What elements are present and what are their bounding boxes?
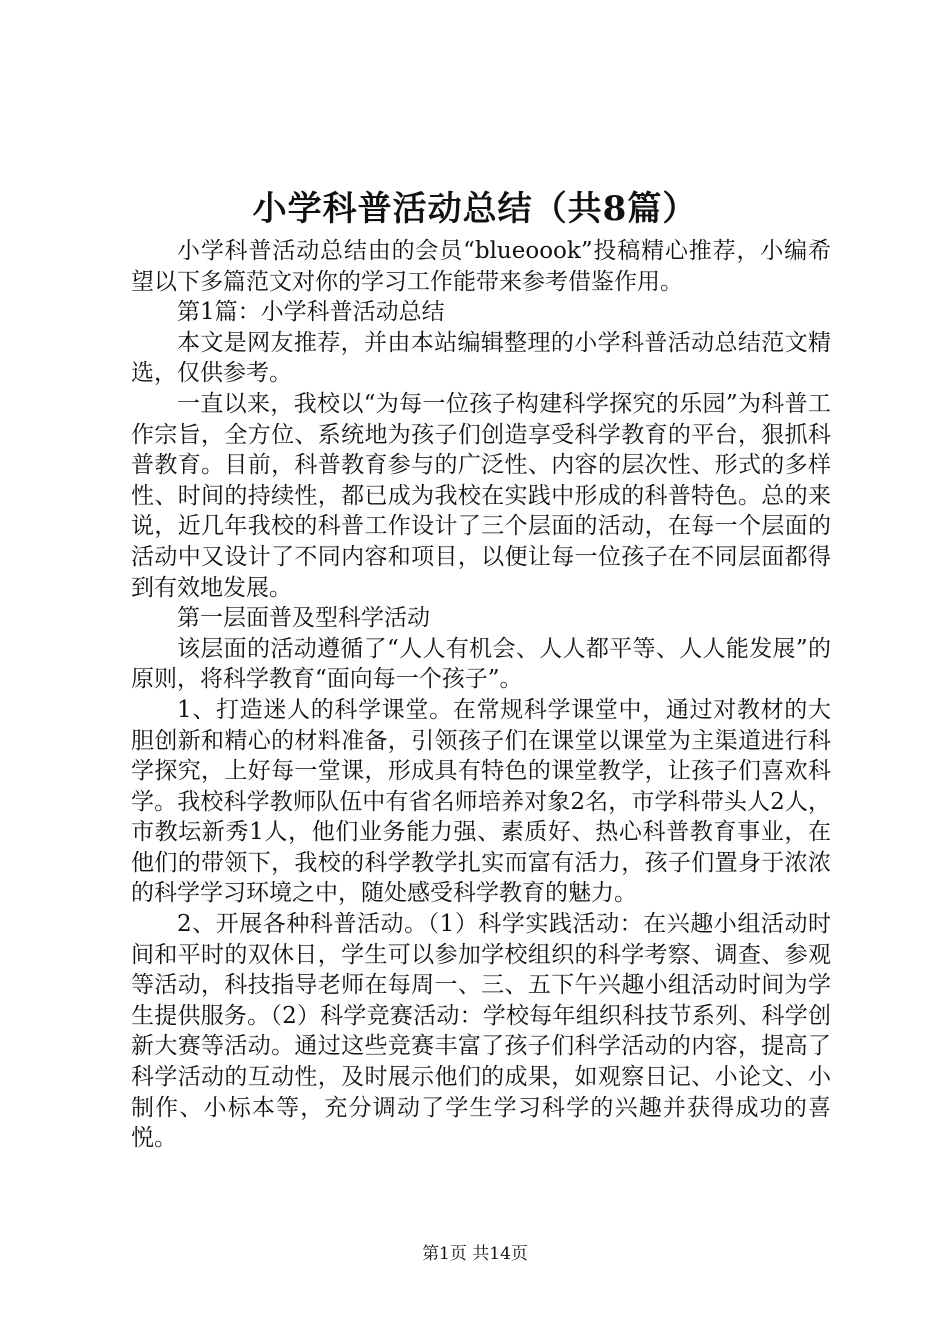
document-body (131, 236, 831, 1154)
body-paragraph: 2、开展各种科普活动。（1）科学实践活动：在兴趣小组活动时间和平时的双休日，学生可以参加学校组织的科学考察、调查、参观等活动，科技指导老师在每周一、三、五下午兴趣小组活动时间为学生提供服务。（2）科学竞赛活动：学校每年组织科技节系列、科学创新大赛等活动。通过这些竞赛丰富了孩子们科学活动的内容，提高了科学活动的互动性，及时展示他们的成果，如观察日记、小论文、小制作、小标本等，充分调动了学生学习科学的兴趣并获得成功的喜悦。 (131, 911, 831, 1152)
page-number-footer: 第1页 共14页 (422, 1244, 528, 1264)
subsection-heading: 第一层面普及型科学活动 (177, 605, 430, 632)
section-heading: 第1篇：小学科普活动总结 (177, 299, 445, 326)
body-paragraph: 一直以来，我校以“为每一位孩子构建科学探究的乐园”为科普工作宗旨，全方位、系统地为孩子们创造享受科学教育的平台，狠抓科普教育。目前，科普教育参与的广泛性、内容的层次性、形式的多样性、时间的持续性，都已成为我校在实践中形成的科普特色。总的来说，近几年我校的科普工作设计了三个层面的活动，在每一个层面的活动中又设计了不同内容和项目，以便让每一位孩子在不同层面都得到有效地发展。 (131, 390, 831, 601)
document-title: 小学科普活动总结（共8篇） (252, 189, 698, 229)
body-paragraph: 该层面的活动遵循了“人人有机会、人人都平等、人人能发展”的原则，将科学教育“面向每一个孩子”。 (131, 635, 831, 693)
intro-paragraph: 小学科普活动总结由的会员“blueoook”投稿精心推荐，小编希望以下多篇范文对你的学习工作能带来参考借鉴作用。 (131, 238, 831, 295)
body-paragraph: 本文是网友推荐，并由本站编辑整理的小学科普活动总结范文精选，仅供参考。 (131, 329, 831, 387)
body-paragraph: 1、打造迷人的科学课堂。在常规科学课堂中，通过对教材的大胆创新和精心的材料准备，引领孩子们在课堂以课堂为主渠道进行科学探究，上好每一堂课，形成具有特色的课堂教学，让孩子们喜欢科学。我校科学教师队伍中有省名师培养对象2名，市学科带头人2人，市教坛新秀1人，他们业务能力强、素质好、热心科普教育事业，在他们的带领下，我校的科学教学扎实而富有活力，孩子们置身于浓浓的科学学习环境之中，随处感受科学教育的魅力。 (131, 696, 831, 907)
